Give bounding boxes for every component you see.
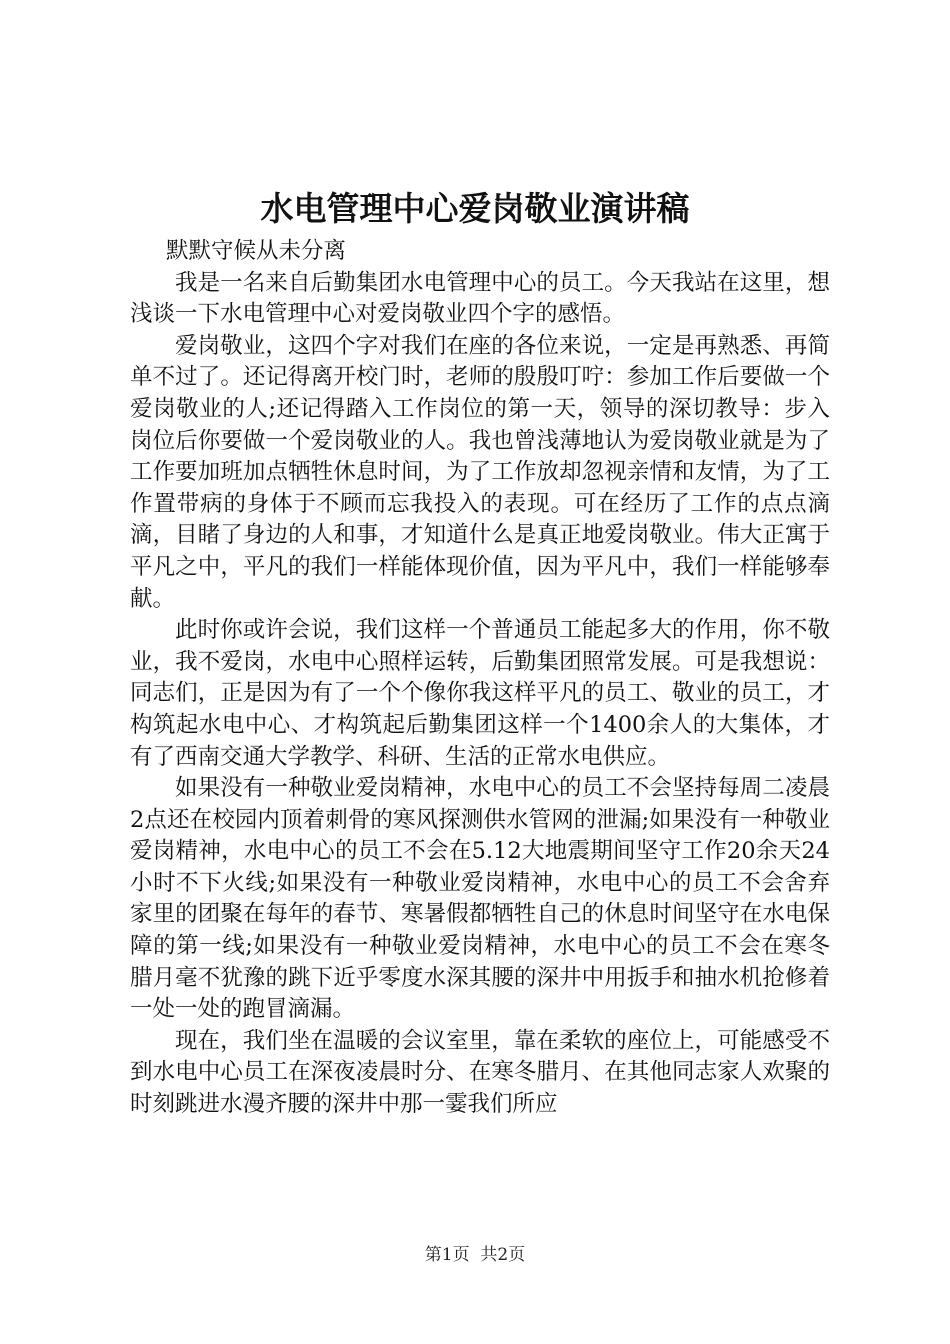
page-footer [0,1243,950,1267]
document-subtitle: 默默守候从未分离 [166,238,347,264]
paragraph: 此时你或许会说，我们这样一个普通员工能起多大的作用，你不敬业，我不爱岗，水电中心照样运转，后勤集团照常发展。可是我想说：同志们，正是因为有了一个个像你我这样平凡的员工、敬业的员工，才构筑起水电中心、才构筑起后勤集团这样一个1400余人的大集体，才有了西南交通大学教学、科研、生活的正常水电供应。 [130,617,830,770]
document-body [130,236,830,1121]
document-title: 水电管理中心爱岗敬业演讲稿 [260,189,690,228]
page-total: 共2页 [480,1245,526,1265]
paragraph: 如果没有一种敬业爱岗精神，水电中心的员工不会坚持每周二凌晨2点还在校园内顶着刺骨的寒风探测供水管网的泄漏;如果没有一种敬业爱岗精神，水电中心的员工不会在5.12大地震期间坚守工作20余天24小时不下火线;如果没有一种敬业爱岗精神，水电中心的员工不会舍弃家里的团聚在每年的春节、寒暑假都牺牲自己的休息时间坚守在水电保障的第一线;如果没有一种敬业爱岗精神，水电中心的员工不会在寒冬腊月毫不犹豫的跳下近乎零度水深其腰的深井中用扳手和抽水机抢修着一处一处的跑冒滴漏。 [130,775,830,1023]
paragraph: 现在，我们坐在温暖的会议室里，靠在柔软的座位上，可能感受不到水电中心员工在深夜凌晨时分、在寒冬腊月、在其他同志家人欢聚的时刻跳进水漫齐腰的深井中那一霎我们所应 [130,1027,830,1118]
page-number: 第1页 [424,1245,470,1265]
paragraph: 我是一名来自后勤集团水电管理中心的员工。今天我站在这里，想浅谈一下水电管理中心对爱岗敬业四个字的感悟。 [130,269,830,328]
paragraph: 爱岗敬业，这四个字对我们在座的各位来说，一定是再熟悉、再简单不过了。还记得离开校门时，老师的殷殷叮咛：参加工作后要做一个爱岗敬业的人;还记得踏入工作岗位的第一天，领导的深切教导：步入岗位后你要做一个爱岗敬业的人。我也曾浅薄地认为爱岗敬业就是为了工作要加班加点牺牲休息时间，为了工作放却忽视亲情和友情，为了工作置带病的身体于不顾而忘我投入的表现。可在经历了工作的点点滴滴，目睹了身边的人和事，才知道什么是真正地爱岗敬业。伟大正寓于平凡之中，平凡的我们一样能体现价值，因为平凡中，我们一样能够奉献。 [130,332,830,612]
